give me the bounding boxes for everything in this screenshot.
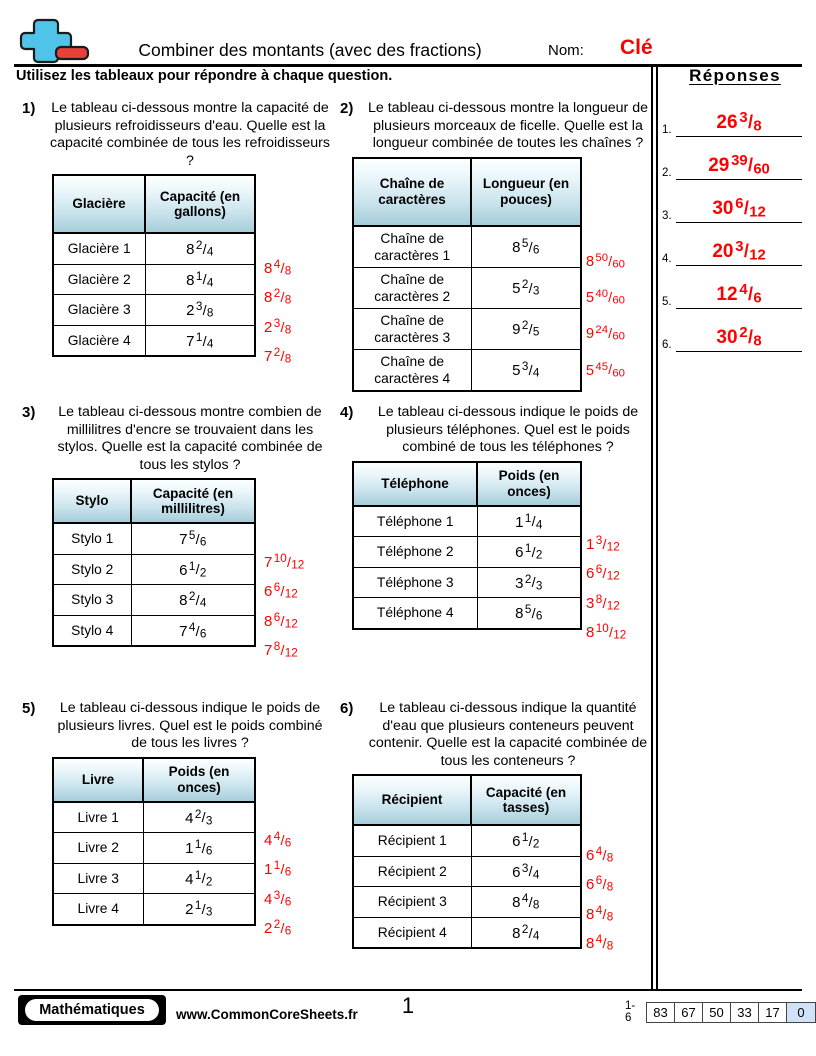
- answer-work-value: [586, 324, 666, 342]
- table-cell-value: [145, 264, 255, 295]
- table-row: [53, 295, 255, 326]
- answers-list: [662, 94, 808, 352]
- table-cell-label: Stylo 4: [53, 615, 131, 646]
- table-cell-value: [143, 894, 255, 925]
- table-cell-value: [145, 325, 255, 356]
- table-cell-value: [131, 615, 255, 646]
- page-number: 1: [401, 993, 415, 1018]
- table-cell-label: Livre 4: [53, 894, 143, 925]
- table-row: [53, 554, 255, 585]
- score-box: 0: [787, 1003, 815, 1022]
- question-number: 4): [340, 404, 354, 421]
- table-cell-label: Glacière 3: [53, 295, 145, 326]
- mixed-fraction: $8^6/12$: [264, 610, 298, 631]
- table-cell-value: [471, 308, 581, 349]
- answer-value: [676, 153, 802, 177]
- answer-work-value: [586, 288, 666, 306]
- table-row: [53, 863, 255, 894]
- question-text: Le tableau ci-dessous indique la quantité d'eau que plusieurs conteneurs peuvent contenir. Quelle est la capacité combinée de tous les conteneurs ?: [368, 700, 648, 769]
- answer-line: [676, 351, 802, 352]
- mixed-fraction: $4^3/6$: [264, 888, 292, 909]
- table-row: [53, 264, 255, 295]
- table-cell-label: Stylo 3: [53, 585, 131, 616]
- mixed-fraction: $8^4/8$: [586, 903, 614, 924]
- mixed-fraction: $5^3/4$: [512, 359, 540, 380]
- answer-number: 5.: [662, 296, 672, 308]
- score-table: [625, 1000, 816, 1024]
- score-range-label: 1-6: [625, 1000, 636, 1024]
- table-row: [353, 349, 581, 391]
- table-cell-label: Récipient 2: [353, 856, 471, 887]
- name-value: Clé: [620, 36, 653, 59]
- data-table: [52, 174, 256, 357]
- answer-row: [662, 266, 808, 309]
- table-cell-label: Téléphone 1: [353, 506, 477, 537]
- mixed-fraction: $9^{24}/60$: [586, 324, 625, 343]
- answer-work-value: [264, 287, 344, 307]
- score-box-list: [646, 1002, 816, 1023]
- table-header-cell: Capacité (en millilitres): [131, 479, 255, 523]
- table-header-cell: Poids (en onces): [143, 758, 255, 802]
- mixed-fraction: $8^4/8$: [586, 933, 614, 953]
- table-cell-label: Chaîne de caractères 2: [353, 267, 471, 308]
- table-row: [53, 615, 255, 646]
- question-text: Le tableau ci-dessous montre combien de millilitres d'encre se trouvaient dans les stylos. Quelle est la capacité combinée de tous les stylos ?: [57, 404, 323, 473]
- answer-work-value: [264, 552, 344, 572]
- answer-work-value: [264, 611, 344, 631]
- table-row: [53, 802, 255, 833]
- answer-work-value: [586, 933, 666, 953]
- table-row: [53, 894, 255, 925]
- answer-work-value: [264, 859, 344, 879]
- table-cell-label: Téléphone 2: [353, 537, 477, 568]
- data-table: [352, 774, 582, 949]
- mixed-fraction: 12 $^4$/6: [716, 281, 762, 306]
- mixed-fraction: $7^2/8$: [264, 346, 292, 366]
- answer-work-column: [586, 845, 666, 963]
- answer-work-value: [586, 252, 666, 270]
- mixed-fraction: $9^2/5$: [512, 318, 540, 339]
- answer-value: [676, 239, 802, 263]
- table-header-row: [53, 479, 255, 523]
- question-text: Le tableau ci-dessous montre la capacité de plusieurs refroidisseurs d'eau. Quelle est la capacité combinée de tous les refroidisseurs ?: [50, 100, 330, 169]
- table-cell-label: Récipient 3: [353, 887, 471, 918]
- answer-value: [676, 325, 802, 349]
- answer-work-value: [586, 361, 666, 379]
- table-row: [353, 506, 581, 537]
- answer-work-value: [264, 346, 344, 366]
- mixed-fraction: $1^1/4$: [515, 511, 543, 532]
- answer-work-value: [264, 889, 344, 909]
- page-header: [0, 0, 816, 64]
- table-row: [53, 523, 255, 554]
- answer-work-value: [586, 904, 666, 924]
- answer-work-value: [264, 918, 344, 938]
- table-cell-value: [471, 825, 581, 856]
- mixed-fraction: $5^2/3$: [512, 277, 540, 298]
- score-box: 17: [759, 1003, 787, 1022]
- answer-work-column: [264, 258, 344, 376]
- table-row: [353, 567, 581, 598]
- question-text: Le tableau ci-dessous indique le poids de plusieurs téléphones. Quel est le poids combiné de tous les téléphones ?: [377, 404, 639, 455]
- table-header-cell: Livre: [53, 758, 143, 802]
- answer-number: 1.: [662, 124, 672, 136]
- table-cell-value: [143, 833, 255, 864]
- data-table: [352, 461, 582, 630]
- table-row: [353, 917, 581, 948]
- table-cell-value: [477, 598, 581, 629]
- mixed-fraction: $7^1/4$: [186, 330, 214, 351]
- table-cell-label: Récipient 1: [353, 825, 471, 856]
- table-cell-value: [471, 887, 581, 918]
- table-cell-value: [145, 295, 255, 326]
- table-cell-value: [471, 856, 581, 887]
- table-cell-value: [143, 802, 255, 833]
- mixed-fraction: $8^5/6$: [512, 236, 540, 257]
- mixed-fraction: $6^6/8$: [586, 874, 614, 894]
- answer-work-value: [264, 640, 344, 660]
- mixed-fraction: 20 $^3$/12: [712, 238, 766, 263]
- mixed-fraction: $6^1/2$: [179, 559, 207, 580]
- plus-minus-icon: [14, 16, 90, 64]
- mixed-fraction: $7^4/6$: [179, 620, 207, 641]
- answer-work-column: [586, 252, 666, 397]
- table-cell-value: [471, 226, 581, 268]
- mixed-fraction: $5^{40}/60$: [586, 288, 625, 307]
- table-header-cell: Chaîne de caractères: [353, 158, 471, 226]
- answer-work-value: [264, 317, 344, 337]
- answer-value: [676, 196, 802, 220]
- answer-work-column: [264, 830, 344, 948]
- score-box: 67: [675, 1003, 703, 1022]
- mixed-fraction: $4^2/3$: [185, 807, 213, 828]
- page-title: Combiner des montants (avec des fractions): [138, 40, 482, 60]
- mixed-fraction: $8^2/8$: [264, 287, 292, 307]
- mixed-fraction: $5^{45}/60$: [586, 360, 625, 379]
- data-table: [52, 478, 256, 647]
- answer-row: [662, 309, 808, 352]
- mixed-fraction: 29 $^{39}$/60: [708, 152, 770, 177]
- mixed-fraction: $2^1/3$: [185, 899, 213, 919]
- answer-work-column: [264, 552, 344, 670]
- mixed-fraction: $8^2/4$: [512, 922, 540, 943]
- answer-value: [676, 282, 802, 306]
- mixed-fraction: 30 $^2$/8: [716, 324, 762, 349]
- mixed-fraction: $1^3/12$: [586, 534, 620, 554]
- table-header-row: [53, 758, 255, 802]
- table-header-cell: Poids (en onces): [477, 462, 581, 506]
- mixed-fraction: $3^8/12$: [586, 592, 620, 613]
- table-header-cell: Capacité (en gallons): [145, 175, 255, 233]
- answer-row: [662, 137, 808, 180]
- answer-number: 2.: [662, 167, 672, 179]
- table-cell-label: Chaîne de caractères 1: [353, 226, 471, 268]
- table-row: [353, 308, 581, 349]
- mixed-fraction: $4^1/2$: [185, 868, 213, 889]
- table-row: [353, 267, 581, 308]
- mixed-fraction: $8^2/4$: [186, 239, 214, 259]
- table-row: [353, 856, 581, 887]
- table-cell-value: [145, 233, 255, 264]
- table-cell-label: Chaîne de caractères 4: [353, 349, 471, 391]
- mixed-fraction: $7^5/6$: [179, 529, 207, 549]
- table-cell-label: Téléphone 3: [353, 567, 477, 598]
- table-row: [353, 226, 581, 268]
- answer-work-value: [586, 874, 666, 894]
- answer-work-value: [586, 622, 666, 642]
- answer-work-value: [586, 593, 666, 613]
- mixed-fraction: $8^1/4$: [186, 269, 214, 290]
- table-header-row: [53, 175, 255, 233]
- mixed-fraction: $4^4/6$: [264, 830, 292, 850]
- table-cell-value: [477, 567, 581, 598]
- instructions-text: Utilisez les tableaux pour répondre à chaque question.: [16, 68, 393, 84]
- mixed-fraction: $8^2/4$: [179, 590, 207, 610]
- table-row: [53, 585, 255, 616]
- score-box: 83: [647, 1003, 675, 1022]
- score-box: 33: [731, 1003, 759, 1022]
- mixed-fraction: $2^3/8$: [264, 316, 292, 337]
- mixed-fraction: 30 $^6$/12: [712, 195, 766, 220]
- score-box: 50: [703, 1003, 731, 1022]
- table-cell-value: [477, 506, 581, 537]
- answer-row: [662, 94, 808, 137]
- table-cell-label: Téléphone 4: [353, 598, 477, 629]
- table-row: [353, 887, 581, 918]
- table-header-cell: Capacité (en tasses): [471, 775, 581, 825]
- question-number: 2): [340, 100, 354, 117]
- mixed-fraction: $6^4/8$: [586, 845, 614, 865]
- question-number: 6): [340, 700, 354, 717]
- table-cell-value: [477, 537, 581, 568]
- mixed-fraction: $1^1/6$: [185, 838, 213, 858]
- data-table: [352, 157, 582, 392]
- mixed-fraction: $8^4/8$: [512, 892, 540, 912]
- subject-badge-label: Mathématiques: [25, 999, 159, 1021]
- mixed-fraction: $7^8/12$: [264, 640, 298, 660]
- table-row: [53, 325, 255, 356]
- footer-divider: [14, 989, 802, 991]
- table-cell-label: Glacière 2: [53, 264, 145, 295]
- mixed-fraction: $8^4/8$: [264, 258, 292, 278]
- mixed-fraction: $8^5/6$: [515, 603, 543, 623]
- answer-number: 6.: [662, 339, 672, 351]
- mixed-fraction: $6^1/2$: [515, 542, 543, 562]
- table-cell-value: [143, 863, 255, 894]
- table-row: [353, 598, 581, 629]
- question-text: Le tableau ci-dessous indique le poids de plusieurs livres. Quel est le poids combiné de tous les livres ?: [57, 700, 323, 751]
- answer-work-value: [586, 534, 666, 554]
- mixed-fraction: $8^{50}/60$: [586, 252, 625, 271]
- table-header-row: [353, 775, 581, 825]
- answer-work-value: [264, 581, 344, 601]
- mixed-fraction: $1^1/6$: [264, 859, 292, 879]
- table-cell-label: Stylo 1: [53, 523, 131, 554]
- table-cell-label: Livre 1: [53, 802, 143, 833]
- answer-number: 4.: [662, 253, 672, 265]
- table-row: [353, 537, 581, 568]
- mixed-fraction: $6^3/4$: [512, 861, 540, 882]
- table-header-cell: Stylo: [53, 479, 131, 523]
- mixed-fraction: 26 $^3$/8: [716, 109, 762, 134]
- question-number: 1): [22, 100, 36, 117]
- answer-row: [662, 180, 808, 223]
- answers-panel: [662, 66, 808, 352]
- answer-work-value: [586, 845, 666, 865]
- mixed-fraction: $2^2/6$: [264, 918, 292, 938]
- site-url: www.CommonCoreSheets.fr: [176, 1007, 358, 1022]
- answer-work-value: [264, 258, 344, 278]
- table-header-cell: Téléphone: [353, 462, 477, 506]
- table-row: [53, 833, 255, 864]
- table-row: [353, 825, 581, 856]
- table-row: [53, 233, 255, 264]
- answer-value: [676, 110, 802, 134]
- question-number: 5): [22, 700, 36, 717]
- mixed-fraction: $6^6/12$: [264, 581, 298, 601]
- mixed-fraction: $3^2/3$: [515, 572, 543, 593]
- data-table: [52, 757, 256, 926]
- table-header-cell: Longueur (en pouces): [471, 158, 581, 226]
- answer-work-value: [264, 830, 344, 850]
- table-cell-value: [471, 267, 581, 308]
- mixed-fraction: $7^{10}/12$: [264, 552, 305, 572]
- name-label: Nom:: [548, 42, 584, 59]
- table-header-row: [353, 158, 581, 226]
- question-number: 3): [22, 404, 36, 421]
- table-cell-label: Récipient 4: [353, 917, 471, 948]
- table-header-cell: Récipient: [353, 775, 471, 825]
- answer-work-value: [586, 563, 666, 583]
- table-cell-label: Chaîne de caractères 3: [353, 308, 471, 349]
- table-cell-value: [471, 917, 581, 948]
- table-cell-value: [131, 523, 255, 554]
- answer-work-column: [586, 534, 666, 652]
- table-cell-value: [131, 585, 255, 616]
- mixed-fraction: $8^{10}/12$: [586, 622, 627, 642]
- table-cell-value: [131, 554, 255, 585]
- table-cell-value: [471, 349, 581, 391]
- mixed-fraction: $6^6/12$: [586, 563, 620, 583]
- table-cell-label: Livre 2: [53, 833, 143, 864]
- question-text: Le tableau ci-dessous montre la longueur de plusieurs morceaux de ficelle. Quelle est la longueur combinée de toutes les chaînes ?: [368, 100, 648, 151]
- table-header-cell: Glacière: [53, 175, 145, 233]
- table-header-row: [353, 462, 581, 506]
- mixed-fraction: $6^1/2$: [512, 831, 540, 851]
- table-cell-label: Livre 3: [53, 863, 143, 894]
- answer-row: [662, 223, 808, 266]
- table-cell-label: Stylo 2: [53, 554, 131, 585]
- answers-title: Réponses: [689, 66, 781, 85]
- answer-number: 3.: [662, 210, 672, 222]
- mixed-fraction: $2^3/8$: [186, 300, 214, 320]
- table-cell-label: Glacière 4: [53, 325, 145, 356]
- table-cell-label: Glacière 1: [53, 233, 145, 264]
